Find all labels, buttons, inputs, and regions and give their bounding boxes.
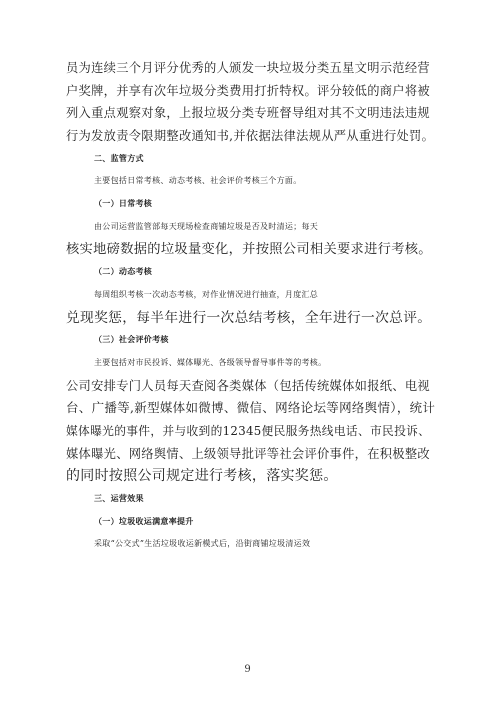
section-heading: 二、监管方式	[94, 153, 144, 163]
section-heading: 三、运营效果	[94, 494, 144, 504]
body-line: 员为连续三个月评分优秀的人颁发一块垃圾分类五星文明示范经营	[66, 61, 430, 75]
page-number: 9	[244, 664, 251, 675]
body-line: 采取“公交式”生活垃圾收运新模式后，沿街商铺垃圾清运效	[94, 539, 311, 549]
body-line: 由公司运营监管部每天现场检查商铺垃圾是否及时清运；每天	[94, 221, 319, 231]
body-line: 核实地磅数据的垃圾量变化，并按照公司相关要求进行考核。	[66, 241, 432, 257]
subsection-heading: （一）日常考核	[94, 199, 153, 209]
body-line: 主要包括对市民投诉、媒体曝光、各级领导督导事件等的考核。	[94, 357, 327, 367]
body-line: 公司安排专门人员每天查阅各类媒体（包括传统媒体如报纸、电视	[66, 378, 430, 393]
body-line: 每周组织考核一次动态考核，对作业情况进行抽查，月度汇总	[94, 289, 319, 299]
body-line: 媒体曝光的事件，并与收到的12345便民服务热线电话、市民投诉、	[66, 424, 431, 438]
subsection-heading: （一）垃圾收运满意率提升	[94, 516, 194, 526]
subsection-heading: （三）社会评价考核	[94, 335, 169, 345]
subsection-heading: （二）动态考核	[94, 267, 153, 277]
body-line: 的同时按照公司规定进行考核，落实奖惩。	[66, 468, 338, 485]
body-line: 台、广播等,新型媒体如微博、微信、网络论坛等网络舆情），统计	[66, 400, 436, 416]
body-line: 户奖牌，并享有次年垃圾分类费用打折特权。评分较低的商户将被	[66, 83, 430, 98]
body-line: 兑现奖惩，每半年进行一次总结考核，全年进行一次总评。	[66, 309, 432, 326]
body-line: 媒体曝光、网络舆情、上级领导批评等社会评价事件，在积极整改	[66, 446, 430, 461]
body-line: 行为发放责令限期整改通知书,并依据法律法规从严从重进行处罚。	[66, 129, 435, 144]
body-line: 主要包括日常考核、动态考核、社会评价考核三个方面。	[94, 176, 302, 186]
body-line: 列入重点观察对象，上报垃圾分类专班督导组对其不文明违法违规	[66, 106, 430, 121]
page-content	[66, 57, 436, 556]
